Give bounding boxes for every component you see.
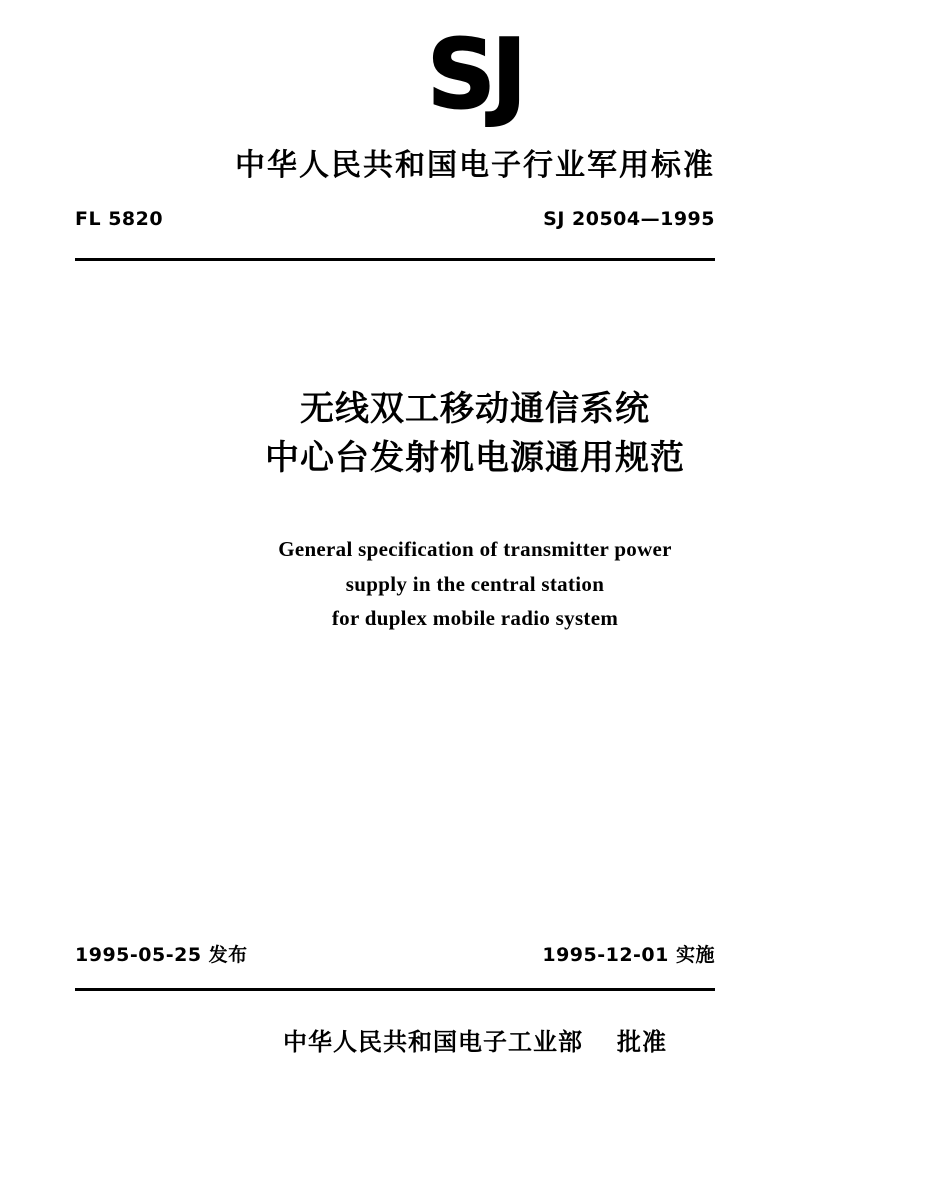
document-title-english-line-2: supply in the central station xyxy=(345,571,605,596)
sj-logo: SJ xyxy=(427,20,523,130)
issuing-authority-action: 批准 xyxy=(617,1028,667,1056)
document-title-chinese-line-1: 无线双工移动通信系统 xyxy=(300,389,650,429)
issuing-authority-name: 中华人民共和国电子工业部 xyxy=(283,1028,583,1056)
document-title-chinese xyxy=(0,385,950,484)
classification-code: FL 5820 xyxy=(75,208,164,230)
effective-date: 1995-12-01 实施 xyxy=(542,944,715,966)
standard-number: SJ 20504—1995 xyxy=(543,208,715,230)
document-title-chinese-line-2: 中心台发射机电源通用规范 xyxy=(265,438,685,479)
issue-date: 1995-05-25 发布 xyxy=(75,944,248,966)
issuing-authority xyxy=(0,1022,950,1057)
standard-series-heading: 中华人民共和国电子行业军用标准 xyxy=(235,148,715,183)
header-divider-rule xyxy=(75,258,715,261)
dates-row xyxy=(75,940,715,967)
footer-divider-rule xyxy=(75,988,715,991)
document-title-english-line-3: for duplex mobile radio system xyxy=(331,606,619,631)
document-title-english-line-1: General specification of transmitter power xyxy=(278,537,672,561)
document-title-english xyxy=(0,532,950,636)
code-row xyxy=(75,208,715,230)
